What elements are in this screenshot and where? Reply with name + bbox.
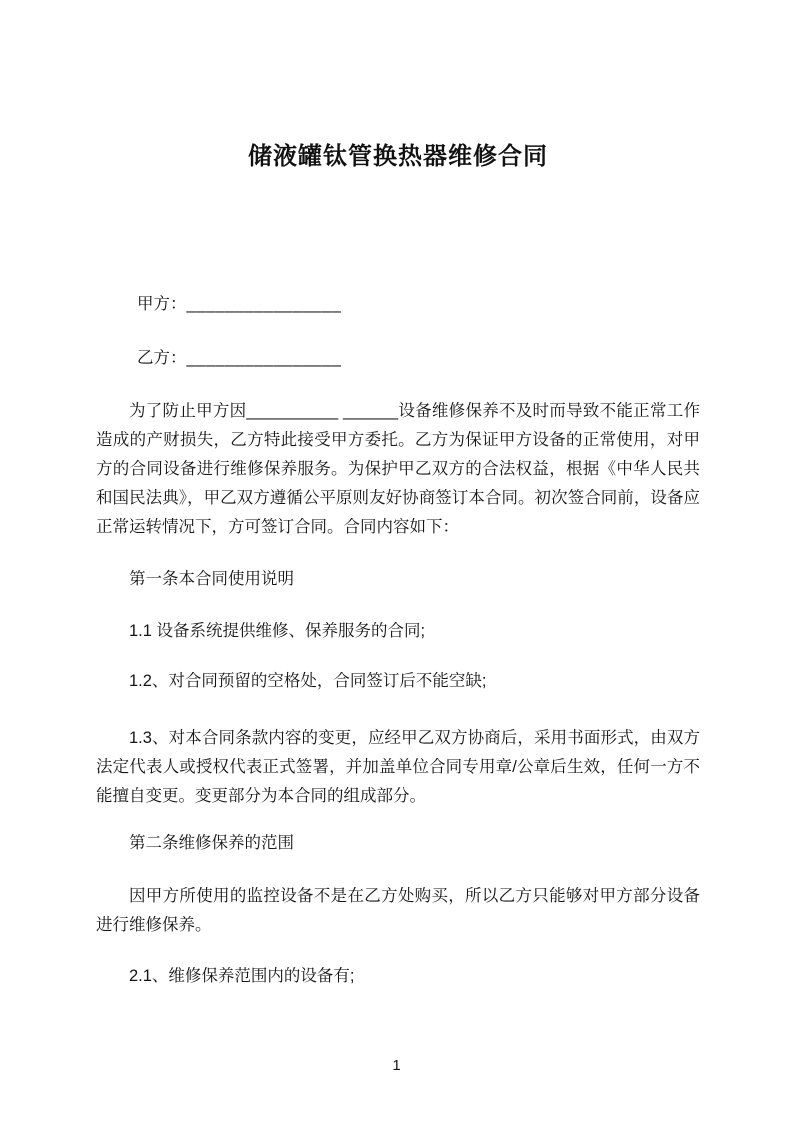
document-title: 储液罐钛管换热器维修合同 — [248, 143, 548, 170]
section-1-heading: 第一条本合同使用说明 — [129, 570, 294, 588]
intro-paragraph: 为了防止甲方因__________ ______设备维修保养不及时而导致不能正常工作造成的产财损失，乙方特此接受甲方委托。乙方为保证甲方设备的正常使用，对甲方的合同设备进行维修保养服务。为保护甲乙双方的合法权益，根据《中华人民共和国民法典》，甲乙双方遵循公平原则友好协商签订本合同。初次签合同前，设备应正常运转情况下，方可签订合同。合同内容如下： — [96, 402, 700, 536]
party-b-blank-line: ________________ — [186, 349, 342, 367]
clause-1-2: 1.2、对合同预留的空格处，合同签订后不能空缺; — [129, 672, 487, 690]
clause-1-3: 1.3、对本合同条款内容的变更，应经甲乙双方协商后，采用书面形式，由双方法定代表人或授权代表正式签署，并加盖单位合同专用章/公章后生效，任何一方不能擅自变更。变更部分为本合同的组成部分。 — [96, 729, 700, 805]
party-a-blank-line: ________________ — [186, 295, 342, 313]
clause-2-1: 2.1、维修保养范围内的设备有; — [129, 967, 355, 985]
party-a-label: 甲方： — [137, 295, 187, 313]
section-2-heading: 第二条维修保养的范围 — [129, 834, 294, 852]
party-b-label: 乙方： — [137, 349, 187, 367]
party-b-row — [137, 344, 700, 373]
party-a-row — [137, 290, 700, 319]
page-number: 1 — [392, 1057, 401, 1074]
clause-1-1: 1.1 设备系统提供维修、保养服务的合同; — [129, 622, 426, 640]
section-2-intro: 因甲方所使用的监控设备不是在乙方处购买，所以乙方只能够对甲方部分设备进行维修保养。 — [96, 887, 700, 934]
